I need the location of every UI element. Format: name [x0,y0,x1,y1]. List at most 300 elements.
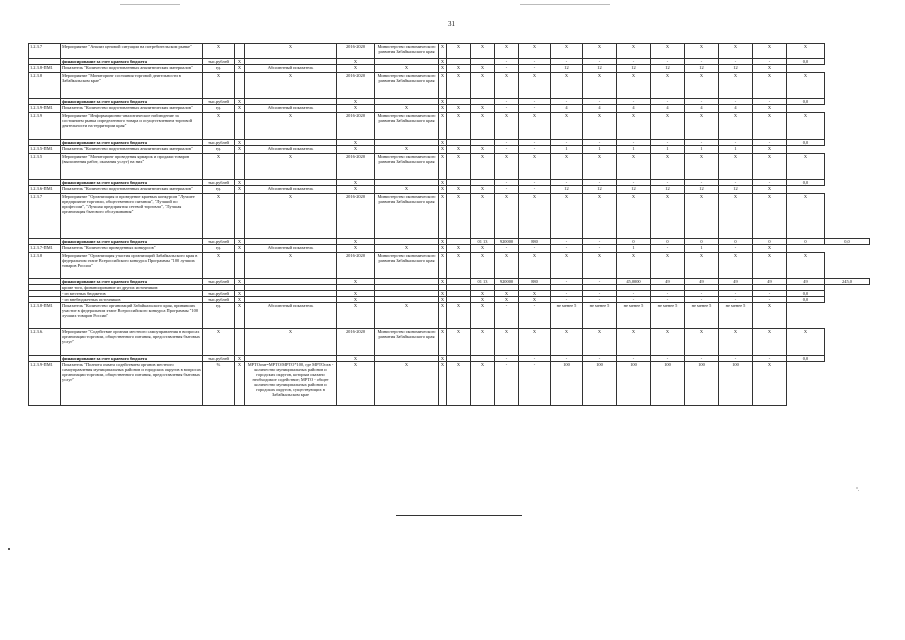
table-cell: Х [685,113,719,140]
table-cell: - [551,279,583,285]
table-cell: Министерство экономического развития Забайкальского края [375,44,439,59]
table-cell: 2016-2020 [337,113,375,140]
table-cell: Х [439,99,447,105]
table-cell: - [685,356,719,362]
table-cell [235,329,245,356]
table-cell: - [519,65,551,73]
row-name-cell: Показатель "Количество организаций Забайкальского края, принявших участие в федеральном этапе Всероссийского конкурса Программы "100 лучших товаров России" [61,303,203,329]
table-cell: Х [471,44,495,59]
table-cell: Х [719,44,753,59]
row-code-cell: 1.2.3.8-ПМ1 [29,65,61,73]
table-cell: - [495,245,519,253]
table-cell: Х [617,73,651,99]
table-cell: 880 [519,239,551,245]
table-cell: Х [753,146,787,154]
table-cell: Х [519,73,551,99]
table-body [29,44,870,406]
table-cell: Х [439,253,447,279]
table-cell: 12 [551,65,583,73]
table-cell: - [495,65,519,73]
table-cell: Х [245,329,337,356]
table-cell: Х [519,113,551,140]
row-name-cell: Показатель "Количество подготовленных аналитических материалов" [61,146,203,154]
scan-edge-mark [120,4,180,5]
table-cell: Х [235,99,245,105]
table-cell: Х [685,154,719,180]
table-cell: Х [203,113,235,140]
table-cell: Х [439,329,447,356]
table-cell: Х [439,146,447,154]
table-cell: 1 [551,146,583,154]
table-cell: - [685,140,719,146]
table-cell: Х [685,194,719,239]
table-cell: - [617,99,651,105]
table-cell: Х [375,362,439,406]
table-cell: Х [337,105,375,113]
table-cell: Х [439,65,447,73]
table-cell: Х [375,146,439,154]
table-cell: Х [439,180,447,186]
table-cell: - [617,291,651,297]
table-cell: 49 [753,279,787,285]
table-cell: 49 [685,279,719,285]
row-name-cell: финансирование за счет краевого бюджета [61,180,203,186]
table-cell: - [583,356,617,362]
table-cell: Абсолютный показатель [245,105,337,113]
table-cell: Х [551,194,583,239]
table-cell: Х [235,291,245,297]
row-name-cell: Показатель "Количество подготовленных аналитических материалов" [61,186,203,194]
table-cell: Х [235,362,245,406]
table-cell: Х [719,73,753,99]
table-cell: Х [337,291,375,297]
table-cell: Министерство экономического развития Забайкальского края [375,73,439,99]
measure-row [29,194,870,239]
table-cell: Х [753,73,787,99]
table-cell: Х [471,113,495,140]
table-cell: - [495,303,519,329]
table-cell: - [651,356,685,362]
table-cell: Х [439,59,447,65]
indicator-row [29,105,870,113]
table-cell: - [551,140,583,146]
table-cell: Х [471,73,495,99]
table-cell: Х [787,154,825,180]
table-cell: 4 [685,105,719,113]
table-cell: ед. [203,105,235,113]
table-cell: 2016-2020 [337,329,375,356]
row-code-cell: 1.2.3.7-ПМ1 [29,245,61,253]
table-cell: - [617,59,651,65]
table-cell: Х [471,105,495,113]
table-cell: 12 [551,186,583,194]
table-cell: 1 [719,146,753,154]
scan-edge-mark [520,4,610,5]
measure-row [29,154,870,180]
table-cell: - [519,59,551,65]
table-cell: - [685,291,719,297]
table-cell: Х [235,146,245,154]
table-cell: Х [447,253,471,279]
table-cell: 12 [651,186,685,194]
table-cell: Х [719,253,753,279]
row-name-cell: кроме того, финансирование из других источников: [61,285,203,291]
table-cell: Х [337,279,375,285]
table-cell: 0,0 [787,356,825,362]
table-cell: 4 [651,105,685,113]
table-cell: - [495,99,519,105]
indicator-row [29,186,870,194]
table-cell: Х [651,154,685,180]
table-cell: 0 [787,239,825,245]
table-cell: Х [753,194,787,239]
table-cell: - [551,245,583,253]
table-cell: Х [583,329,617,356]
table-cell: 0 [719,239,753,245]
table-cell: Х [617,44,651,59]
table-cell: Х [617,154,651,180]
table-cell: Х [551,44,583,59]
table-cell: Х [375,245,439,253]
table-cell: - [583,140,617,146]
table-cell: 12 [685,65,719,73]
table-cell: Х [753,362,787,406]
table-cell: Х [337,65,375,73]
indicator-row [29,245,870,253]
table-cell: Х [439,44,447,59]
table-cell: - [651,245,685,253]
table-cell: МРТОохв=МРТО/МРТО*100, где МРТОохв - количество муниципальных районов и городских округов, которым оказано необходимое содействие; МРТО - общее количество муниципальных районов и городских округов, существующих в Забайкальском крае [245,362,337,406]
table-cell: Х [519,253,551,279]
table-cell: Х [203,329,235,356]
table-cell: Х [471,146,495,154]
table-cell: Х [551,253,583,279]
table-cell: - [719,291,753,297]
table-cell [235,44,245,59]
table-cell: Х [235,65,245,73]
table-cell: 100 [685,362,719,406]
table-cell: % [203,362,235,406]
table-cell: Х [439,297,447,303]
row-name-cell: Мероприятие "Анализ ценовой ситуации на потребительском рынке" [61,44,203,59]
measure-row [29,113,870,140]
table-cell: не менее 5 [685,303,719,329]
table-cell: 1 [685,146,719,154]
table-cell: - [685,297,719,303]
table-cell: Х [583,253,617,279]
table-cell: не менее 5 [719,303,753,329]
table-cell: Х [471,297,495,303]
table-cell: Х [337,239,375,245]
table-cell: - [519,99,551,105]
table-cell: Х [495,113,519,140]
table-cell: Х [337,356,375,362]
table-cell: 1 [685,245,719,253]
table-cell: - [519,362,551,406]
table-cell: Х [447,113,471,140]
row-name-cell: Мероприятие "Информационно-аналитическое наблюдение за состоянием рынка определенного товара и осуществлением торговой деятельности на территории края" [61,113,203,140]
table-cell: Х [447,65,471,73]
row-name-cell: Мероприятие "Мониторинг проведения ярмарок и продажи товаров (выполнения работ, оказания услуг) на них" [61,154,203,180]
row-name-cell: Мероприятие "Содействие органам местного самоуправления в вопросах организации торговли, общественного питания, предоставления бытовых услуг" [61,329,203,356]
table-cell: 245,0 [825,279,870,285]
table-cell: - [495,356,519,362]
table-cell: Х [519,329,551,356]
table-cell: Х [495,194,519,239]
table-cell: 12 [719,186,753,194]
table-cell: Х [719,113,753,140]
table-cell: - [685,59,719,65]
table-cell: Х [753,105,787,113]
table-cell: Х [787,329,825,356]
table-cell: - [495,180,519,186]
table-cell: Х [447,146,471,154]
table-cell: Х [337,362,375,406]
table-cell: Х [235,105,245,113]
row-code-cell: 1.2.3.6. [29,329,61,356]
table-cell: Х [439,279,447,285]
table-cell: тыс.рублей [203,291,235,297]
table-cell: тыс.рублей [203,99,235,105]
table-cell [235,253,245,279]
table-cell: Х [471,291,495,297]
table-cell: Абсолютный показатель [245,65,337,73]
table-cell: Х [551,113,583,140]
row-code-cell: 1.2.3.7 [29,194,61,239]
table-cell: - [685,180,719,186]
row-code-cell: 1.2.3.8 [29,253,61,279]
table-cell: Х [439,105,447,113]
row-name-cell: Мероприятие "Мониторинг состояния торговой деятельности в Забайкальском крае" [61,73,203,99]
table-cell: Х [551,329,583,356]
table-cell: Х [447,303,471,329]
table-cell: Х [337,303,375,329]
table-cell: Х [235,356,245,362]
table-cell: Х [685,73,719,99]
table-cell: Х [337,186,375,194]
table-cell: Х [439,356,447,362]
table-cell: тыс.рублей [203,297,235,303]
table-cell: - [519,180,551,186]
table-cell: Абсолютный показатель [245,303,337,329]
table-cell: тыс.рублей [203,279,235,285]
table-cell: Х [583,73,617,99]
table-cell: Х [551,73,583,99]
table-cell: Х [617,113,651,140]
table-cell: - [583,59,617,65]
row-code-cell: 1.2.3.5 [29,154,61,180]
table-cell: Х [447,105,471,113]
table-cell: Х [651,113,685,140]
table-cell: - [495,140,519,146]
table-cell: - [719,245,753,253]
table-cell: 0 [753,239,787,245]
table-cell: Х [787,113,825,140]
table-cell: - [753,99,787,105]
measure-row [29,253,870,279]
table-cell: Х [375,186,439,194]
table-cell: Х [719,194,753,239]
table-cell: Х [439,140,447,146]
table-cell: - [753,297,787,303]
table-cell: Х [447,186,471,194]
table-cell: Х [235,303,245,329]
table-cell: 100 [651,362,685,406]
table-cell: 12 [685,186,719,194]
table-cell: Х [235,239,245,245]
table-cell: Х [617,329,651,356]
table-cell: Х [617,194,651,239]
table-cell: Х [651,44,685,59]
row-name-cell: финансирование за счет краевого бюджета [61,356,203,362]
table-cell: 4 [583,105,617,113]
table-cell: - [551,180,583,186]
table-cell: - [617,180,651,186]
table-cell: Х [235,59,245,65]
table-cell: Х [753,44,787,59]
table-cell: Х [787,253,825,279]
table-cell: Х [495,154,519,180]
row-code-cell: 1.2.3.8-ПМ1 [29,303,61,329]
table-cell: не менее 5 [551,303,583,329]
table-cell: Х [447,362,471,406]
table-cell: 0,0 [787,291,825,297]
table-cell: Абсолютный показатель [245,245,337,253]
table-cell: 01 13 [471,239,495,245]
table-cell: 0,0 [787,99,825,105]
table-cell: тыс.рублей [203,356,235,362]
row-code-cell: 1.2.3.9 [29,113,61,140]
table-cell: 12 [719,65,753,73]
table-cell: Х [203,154,235,180]
table-cell: Х [235,186,245,194]
row-code-cell: 1.2.3.9-ПМ1 [29,362,61,406]
table-cell: Министерство экономического развития Забайкальского края [375,253,439,279]
table-cell: Х [471,329,495,356]
table-cell: - [519,303,551,329]
table-cell: Х [753,329,787,356]
table-cell: Х [439,239,447,245]
table-cell: Х [583,194,617,239]
table-cell: Х [753,154,787,180]
row-name-cell: финансирование за счет краевого бюджета [61,99,203,105]
table-cell: Х [685,329,719,356]
indicator-row [29,303,870,329]
table-cell: Х [651,73,685,99]
table-cell: Х [439,154,447,180]
table-cell: Х [753,303,787,329]
table-cell: - [495,146,519,154]
indicator-row [29,146,870,154]
table-cell: - [651,59,685,65]
table-cell: Х [471,186,495,194]
table-cell: Х [753,113,787,140]
row-name-cell: - из внебюджетных источников [61,297,203,303]
table-cell: Х [447,44,471,59]
table-cell: 12 [617,186,651,194]
table-cell: - [519,356,551,362]
table-cell: Х [235,279,245,285]
row-code-cell: 1.2.3.7 [29,44,61,59]
table-cell: тыс.рублей [203,239,235,245]
row-name-cell: финансирование за счет краевого бюджета [61,140,203,146]
table-cell: 0 [685,239,719,245]
table-cell: Министерство экономического развития Забайкальского края [375,329,439,356]
table-cell: Х [235,297,245,303]
table-cell: Х [337,297,375,303]
table-cell: Х [447,194,471,239]
measure-row [29,329,870,356]
table-cell: Х [551,154,583,180]
table-cell: не менее 5 [583,303,617,329]
table-cell: Министерство экономического развития Забайкальского края [375,194,439,239]
table-cell: 920000 [495,239,519,245]
table-cell [235,113,245,140]
row-code-cell: 1.2.3.6-ПМ1 [29,186,61,194]
table-cell: - [583,180,617,186]
table-cell: Х [337,140,375,146]
row-name-cell: - из местных бюджетов [61,291,203,297]
table-cell: - [495,59,519,65]
table-cell: Х [583,44,617,59]
table-cell: - [651,180,685,186]
table-cell: Х [439,303,447,329]
table-cell: Х [753,186,787,194]
row-name-cell: Мероприятие "Организация участия организаций Забайкальского края в федеральном этапе Всероссийского конкурса Программы "100 лучших товаров России" [61,253,203,279]
table-cell: 12 [583,65,617,73]
table-cell: - [551,59,583,65]
table-cell: 4 [617,105,651,113]
table-cell: Х [471,253,495,279]
table-cell: - [519,140,551,146]
table-cell: 100 [719,362,753,406]
table-cell: Х [439,186,447,194]
row-name-cell: финансирование за счет краевого бюджета [61,279,203,285]
table-cell: - [495,105,519,113]
table-cell: 49 [719,279,753,285]
table-cell: - [719,180,753,186]
row-name-cell: Показатель "Количество подготовленных аналитических материалов" [61,65,203,73]
table-cell: Х [337,146,375,154]
table-cell: Министерство экономического развития Забайкальского края [375,154,439,180]
table-cell: Абсолютный показатель [245,186,337,194]
table-cell: Х [787,73,825,99]
table-cell: Х [245,44,337,59]
table-cell: - [719,356,753,362]
table-cell: 49 [787,279,825,285]
table-cell: Х [719,329,753,356]
table-cell: - [651,140,685,146]
program-measures-table-wrapper [28,43,870,406]
table-cell: Х [651,194,685,239]
table-cell: - [519,186,551,194]
table-cell: - [519,146,551,154]
table-cell: 1 [583,146,617,154]
row-name-cell: финансирование за счет краевого бюджета [61,59,203,65]
measure-row [29,44,870,59]
table-cell: Министерство экономического развития Забайкальского края [375,113,439,140]
table-cell: Х [245,154,337,180]
table-cell: - [651,297,685,303]
table-cell: - [753,180,787,186]
table-cell: 0,0 [787,297,825,303]
table-cell: Х [495,44,519,59]
table-cell: ед. [203,146,235,154]
table-cell: Х [471,194,495,239]
table-cell: - [617,297,651,303]
table-cell: - [617,140,651,146]
table-cell: - [551,297,583,303]
